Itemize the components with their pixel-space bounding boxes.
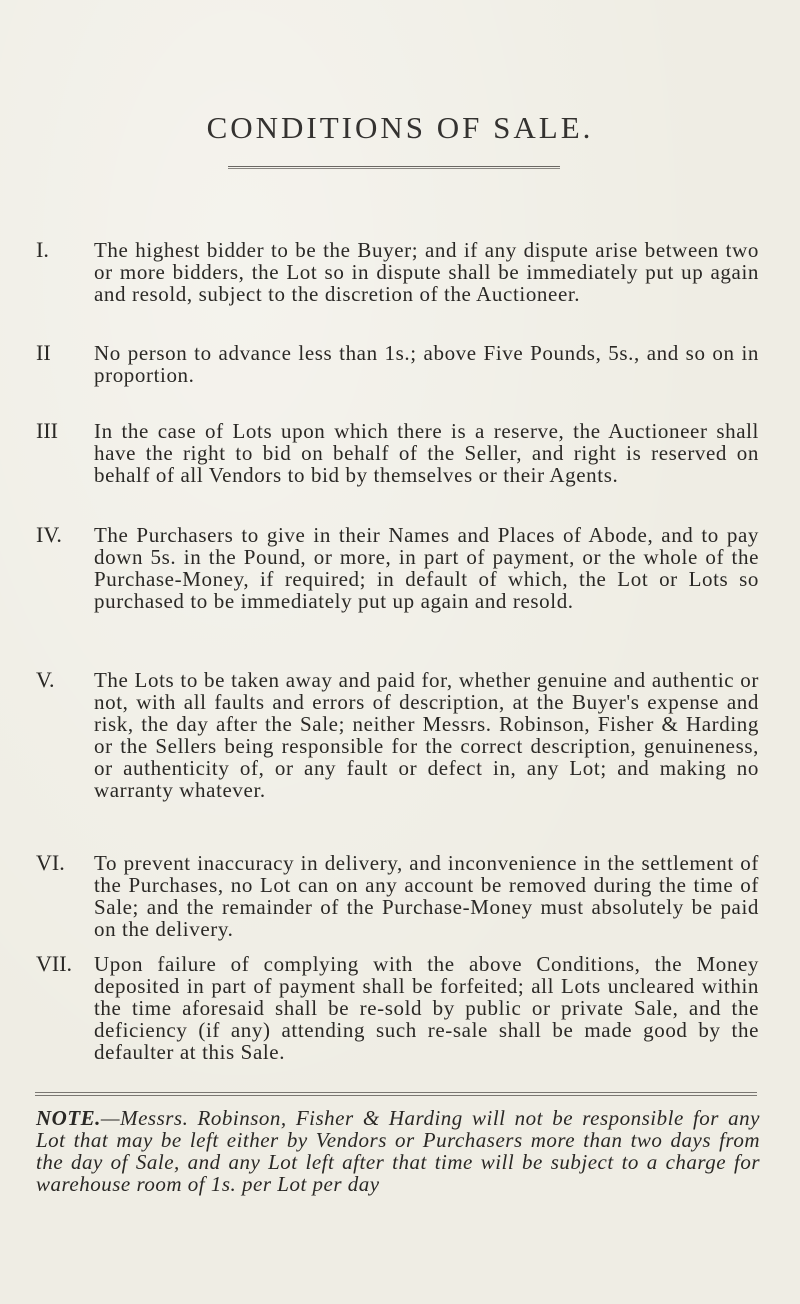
condition-number: I. xyxy=(36,237,49,262)
footnote xyxy=(36,1107,760,1195)
condition-text: The Purchasers to give in their Names and Places of Abode, and to pay down 5s. in the Pound, or more, in part of payment, or the whole of the Purchase-Money, if required; in default of which, the Lot or Lots so purchased to be immediately put up again and resold. xyxy=(94,523,759,613)
condition-text: Upon failure of complying with the above Conditions, the Money deposited in part of payment shall be forfeited; all Lots uncleared within the time aforesaid shall be re-sold by public or private Sale, and the deficiency (if any) attending such re-sale shall be made good by the defaulter at this Sale. xyxy=(94,952,759,1064)
condition-text: To prevent inaccuracy in delivery, and inconvenience in the settlement of the Purchases, no Lot can on any account be removed during the time of Sale; and the remainder of the Purchase-Money must absolutely be paid on the delivery. xyxy=(94,851,759,941)
condition-number: VII. xyxy=(36,951,73,976)
condition-number: II xyxy=(36,340,51,365)
condition-text: The highest bidder to be the Buyer; and if any dispute arise between two or more bidders, the Lot so in dispute shall be immediately put up again and resold, subject to the discretion of the Auctioneer. xyxy=(94,238,759,306)
condition-number: V. xyxy=(36,667,55,692)
condition-number: VI. xyxy=(36,850,65,875)
condition-text: The Lots to be taken away and paid for, whether genuine and authentic or not, with all faults and errors of description, at the Buyer's expense and risk, the day after the Sale; neither Messrs. Robinson, Fisher & Harding or the Sellers being responsible for the correct description, genuineness, or authenticity of, or any fault or defect in, any Lot; and making no warranty whatever. xyxy=(94,668,759,802)
title-underline xyxy=(228,166,560,169)
condition-number: IV. xyxy=(36,522,62,547)
condition-text: In the case of Lots upon which there is a reserve, the Auctioneer shall have the right to bid on behalf of the Seller, and right is reserved on behalf of all Vendors to bid by themselves or their Agents. xyxy=(94,419,759,487)
footnote-text: —Messrs. Robinson, Fisher & Harding will not be responsible for any Lot that may be left either by Vendors or Purchasers more than two days from the day of Sale, and any Lot left after that time will be subject to a charge for warehouse room of 1s. per Lot per day xyxy=(36,1106,760,1196)
condition-text: No person to advance less than 1s.; above Five Pounds, 5s., and so on in proportion. xyxy=(94,341,759,387)
section-divider xyxy=(35,1092,757,1096)
footnote-label: NOTE. xyxy=(36,1106,101,1130)
condition-number: III xyxy=(36,418,58,443)
page-title: CONDITIONS OF SALE. xyxy=(206,110,594,145)
